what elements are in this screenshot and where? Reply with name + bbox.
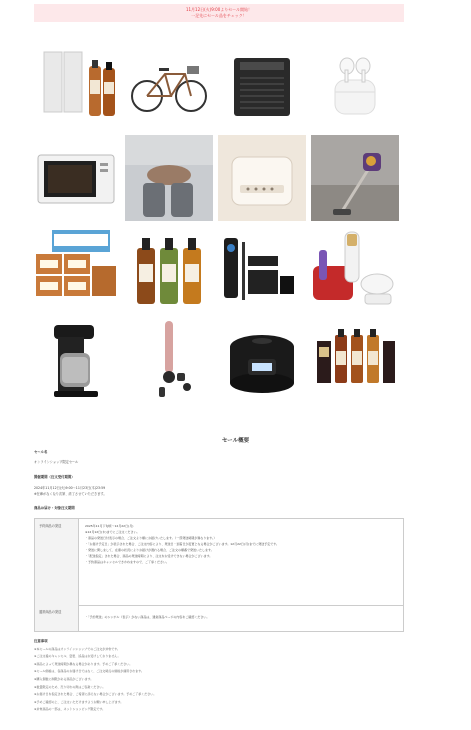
note-item: ※数量限定のため、売り切れの際はご容赦ください。 — [34, 684, 106, 689]
product-whisky-set-1[interactable] — [32, 44, 120, 130]
table-line: ・発送に関しまして、在庫の状況によりお届けが遅れる場合、ご注文の順番で発送いたします。 — [85, 548, 214, 552]
shipping-table — [34, 518, 404, 632]
product-coffee-maker[interactable] — [32, 317, 120, 403]
row-content — [85, 523, 399, 565]
product-rice-cooker[interactable] — [218, 135, 306, 221]
table-line: ・商品の発送日付表示の場合、ご注文より順にお届けいたします。（一部発送時期が異なります。） — [85, 536, 217, 540]
sale-name-value: オンラインショップ限定セール — [34, 460, 79, 464]
note-item: ※お届け日を指定された場合、ご希望に添えない場合がございます。予めご了承ください。 — [34, 692, 157, 697]
product-whisky-set-3[interactable] — [311, 317, 399, 403]
notes-section — [34, 638, 414, 714]
sale-period-label: 開催期間（注文受付期間） — [34, 475, 75, 479]
sale-banner — [34, 4, 404, 22]
vacuum-image — [311, 135, 399, 221]
product-whisky-set-2[interactable] — [125, 226, 213, 312]
product-bicycle[interactable] — [125, 44, 213, 130]
notes-title: 注意事項 — [34, 639, 48, 643]
product-action-camera[interactable] — [218, 226, 306, 312]
product-hair-dryer[interactable] — [125, 317, 213, 403]
table-line: ※12月12日(木)までにご注文ください。 — [85, 530, 140, 534]
note-item: ※本セールの商品はオンラインショップでのご注文が対象です。 — [34, 646, 120, 651]
sale-period-value: 2024年11月12日(火)9:00～11月23日(木)23:59 — [34, 486, 106, 490]
row-header: 予約商品の発送 — [35, 519, 79, 605]
note-item: ※予めご確認の上、ご注文いただけますようお願い申し上げます。 — [34, 699, 124, 704]
banner-line-2: 一足先にセール品をチェック！ — [191, 13, 247, 18]
product-rice-packs[interactable] — [32, 226, 120, 312]
note-item: ※セール価格は、各商品のお届け日ではなく、ご注文時点の価格が適用されます。 — [34, 669, 145, 674]
microwave-image — [32, 135, 120, 221]
note-item: ※対象商品の一部は、ネットショッピング限定です。 — [34, 707, 106, 712]
whisky-three-bottles-image — [125, 226, 213, 312]
whisky-bottles-image — [32, 44, 120, 130]
table-line: ・「お届け予定日」が表示された場合、ご注文内容により、発送日・到着日が変更となる場合がございます。12月22日(月)までに発送予定です。 — [85, 542, 279, 546]
section-title: セール概要 — [221, 438, 250, 444]
table-line: 2025年11月下旬頃～12月22日(月) — [85, 524, 134, 528]
rice-packs-image — [32, 226, 120, 312]
coffee-maker-image — [32, 317, 120, 403]
ipl-device-image — [311, 226, 399, 312]
row-header: 通常商品の発送 — [35, 605, 79, 631]
fan-heater-image — [218, 44, 306, 130]
table-line: ・「配送指定」された場合、商品の発送時期により、注文をお受けできない場合がございます。 — [85, 554, 213, 558]
note-item: ※ご注文後のキャンセル、変更、返品はお受けしておりません。 — [34, 654, 121, 659]
leg-massager-image — [125, 135, 213, 221]
product-ipl-device[interactable] — [311, 226, 399, 312]
banner-line-1: 11月12日(火)9:00よりセール開始！ — [185, 7, 253, 12]
action-camera-image — [218, 226, 306, 312]
product-fan-heater[interactable] — [218, 44, 306, 130]
rice-cooker-image — [218, 135, 306, 221]
table-line: ・「予約発送」のシンボル（表示）がない商品は、通常商品ページの内容をご確認ください。 — [85, 615, 210, 619]
table-row — [35, 519, 403, 606]
sale-name-label: セール名 — [34, 450, 48, 454]
whisky-gift-set-image — [311, 317, 399, 403]
product-cordless-vacuum[interactable] — [311, 135, 399, 221]
row-content — [85, 614, 399, 620]
note-item: ※購入個数に制限がある商品がございます。 — [34, 676, 94, 681]
product-microwave-oven[interactable] — [32, 135, 120, 221]
product-earbuds[interactable] — [311, 44, 399, 130]
table-row — [35, 605, 403, 631]
hair-dryer-image — [125, 317, 213, 403]
shipping-label: 商品お届け・対象注文期間 — [34, 506, 75, 510]
note-item: ※商品によって発送時期が異なる場合があります。予めご了承ください。 — [34, 661, 133, 666]
product-pressure-cooker[interactable] — [218, 317, 306, 403]
earbuds-image — [311, 44, 399, 130]
product-leg-massager[interactable] — [125, 135, 213, 221]
table-line: ・予約商品はキャンセルできかねますので、ご了承ください。 — [85, 560, 169, 564]
bicycle-image — [125, 44, 213, 130]
sale-period-note: ※在庫がなくなり次第、終了させていただきます。 — [34, 492, 107, 496]
pressure-cooker-image — [218, 317, 306, 403]
